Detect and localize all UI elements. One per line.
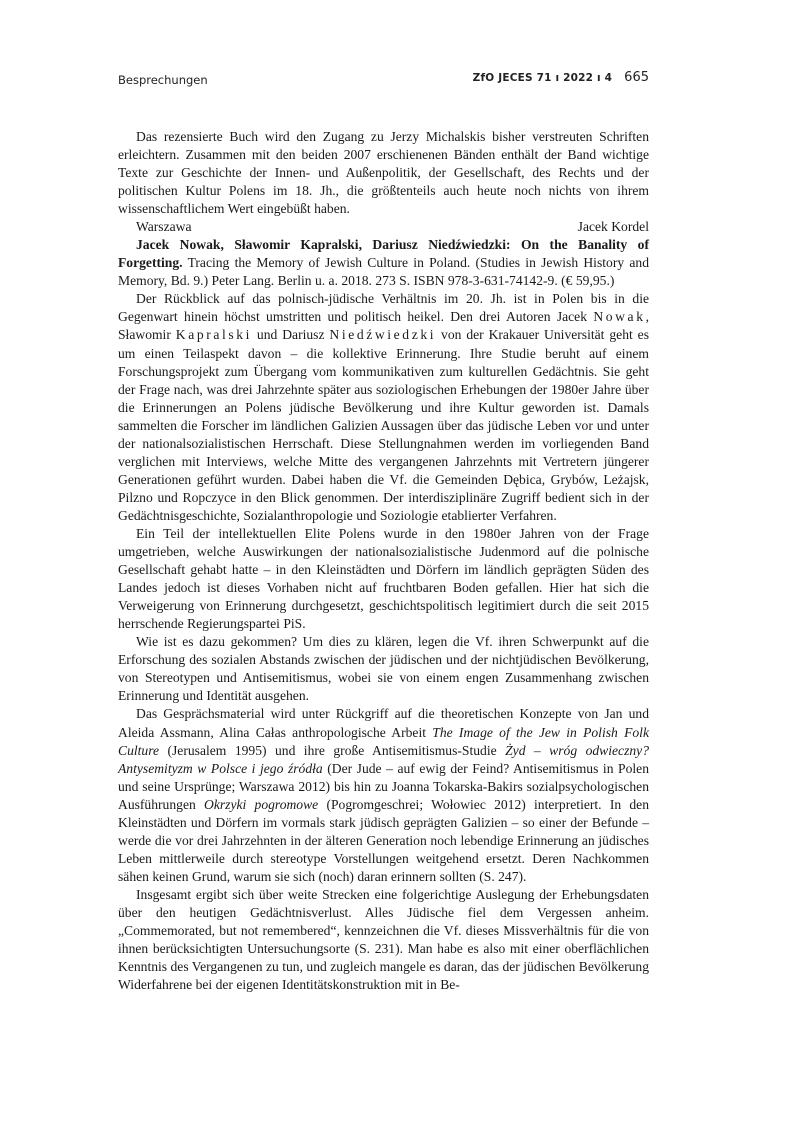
book-details: Tracing the Memory of Jewish Culture in Poland. (Studies in Jewish History and Memory, Bd. 9.) Peter Lang. Berlin u. a. 2018. 273 S. ISBN 978-3-631-74142-9. (€ 59,95.) [118,255,650,289]
text-run: (Pogromgeschrei; Wołowiec 2012) interpretiert. In den Kleinstädten und Dörfern im vormals stark jüdisch geprägten Galizien – so einer der Befunde – werde die vor drei Jahrzehnten in der älteren Generation noch lebendige Erinnerung an jüdisches Leben mittlerweile durch stereotype Vorstellungen weitgehend ersetzt. Deren Nachkommen sähen keinen Grund, warum sie sich (noch) daran erinnern sollten (S. 247). [118,796,649,884]
journal-info [473,70,649,85]
text-run: Der Rückblick auf das polnisch-jüdische Verhältnis im 20. Jh. ist in Polen bis in die Gegenwart hinein höchst umstritten und politisch heikel. Den drei Autoren Jacek [118,291,649,325]
text-run: und Dariusz [252,327,330,343]
author-name-niedzwiedzki: Niedźwiedzki [329,327,437,343]
section-title: Besprechungen [118,73,208,87]
review-paragraph-1 [118,290,649,525]
review-paragraph-4 [118,705,649,885]
author-name-kapralski: Kapralski [175,327,253,343]
author-name-nowak: Nowak [593,309,646,325]
text-run: von der Krakauer Universität geht es um einen Teilaspekt davon – die kollektive Erinnerung. Ihre Studie beruht auf einem Forschungsprojekt zum Übergang vom kommunikativen zum kulturellen Gedächtnis. Sie geht der Frage nach, was drei Jahrzehnte später aus soziologischen Erhebungen der 1980er Jahre über die Erinnerungen an Polens jüdische Bevölkerung und ihre Kultur geworden ist. Damals sammelten die Forscher im ländlichen Galizien Aussagen über das jüdische Leben vor und unter der nationalsozialistischen Herrschaft. Diese Stellungnahmen werden im vorliegenden Band verglichen mit Interviews, welche Mitte des vergangenen Jahrzehnts mit Vertretern jüngerer Generationen geführt wurden. Dabei haben die Vf. die Gemeinden Dębica, Grybów, Leżajsk, Pilzno und Ropczyce in den Blick genommen. Der interdisziplinäre Zugriff bedient sich in der Gedächtnisgeschichte, Sozialanthropologie und Soziologie etablierter Verfahren. [118,327,649,523]
reviewer-name: Jacek Kordel [577,219,649,235]
running-header [118,70,649,90]
prev-review-closing-paragraph: Das rezensierte Buch wird den Zugang zu Jerzy Michalskis bisher verstreuten Schriften erleichtern. Zusammen mit den beiden 2007 erschienenen Bänden enthält der Band wichtige Texte zur Geschichte der Innen- und Außenpolitik, der Gesellschaft, des Rechts und der politischen Kultur Polens im 18. Jh., die größtenteils auch heute noch nichts von ihrem wissenschaftlichem Wert eingebüßt haben. [118,129,649,217]
text-run: Das Gesprächsmaterial wird unter Rückgriff auf die theoretischen Konzepte von Jan und Aleida Assmann, Alina Całas anthropologische Arbeit [118,706,649,740]
cited-title: The Image of the Jew in Polish Folk Culture [118,724,649,758]
text-run: (Jerusalem 1995) und ihre große Antisemitismus-Studie [159,742,506,758]
cited-title: Żyd – wróg odwieczny? Antysemityzm w Polsce i jego źródła [118,742,649,776]
reviewer-signature [118,218,649,236]
book-authors-title: Jacek Nowak, Sławomir Kapralski, Dariusz Niedźwiedzki: On the Banality of Forgetting. [118,237,649,271]
review-paragraph-5: Insgesamt ergibt sich über weite Strecken eine folgerichtige Auslegung der Erhebungsdaten über den heutigen Gedächtnisverlust. Alles Jüdische fiel dem Vergessen anheim. „Commemorated, but not remembered“, kennzeichnen die Vf. dieses Missverhältnis für die von ihnen berücksichtigten Untersuchungsorte (S. 231). Man habe es also mit einer oberflächlichen Kenntnis des Vergangenen zu tun, und zugleich mangele es daran, das der jüdischen Bevölkerung Widerfahrene bei der eigenen Identitätskonstruktion mit in Be- [118,886,649,993]
review-paragraph-2: Ein Teil der intellektuellen Elite Polens wurde in den 1980er Jahren von der Frage umgetrieben, welche Auswirkungen der nationalsozialistische Judenmord auf die polnische Gesellschaft gehabt hatte – in den Kleinstädten und Dörfern im ländlich geprägten Süden des Landes jedoch ist dieses Vorhaben nicht auf fruchtbaren Boden gefallen. Hier hat sich die Verweigerung von Erinnerung durchgesetzt, geschichtspolitisch legitimiert durch die seit 2015 herrschende Regierungspartei PiS. [118,525,649,632]
review-bibliographic-heading [118,236,649,290]
reviewer-place: Warszawa [136,219,192,235]
text-run: , Sławomir [118,309,649,343]
text-run: (Der Jude – auf ewig der Feind? Antisemitismus in Polen und seine Ursprünge; Warszawa 2012) bis hin zu Joanna Tokarska-Bakirs sozialpsychologischen Ausführungen [118,760,649,812]
review-paragraph-3: Wie ist es dazu gekommen? Um dies zu klären, legen die Vf. ihren Schwerpunkt auf die Erforschung des sozialen Abstands zwischen der jüdischen und der nichtjüdischen Bevölkerung, von Stereotypen und Antisemitismus, wobei sie von einem engen Zusammenhang zwischen Erinnerung und Identität ausgehen. [118,634,649,704]
cited-title: Okrzyki pogromowe [204,796,319,812]
page-body [118,128,649,994]
page-number: 665 [624,70,649,85]
journal-name: ZfO JECES 71 ı 2022 ı 4 [472,72,613,84]
